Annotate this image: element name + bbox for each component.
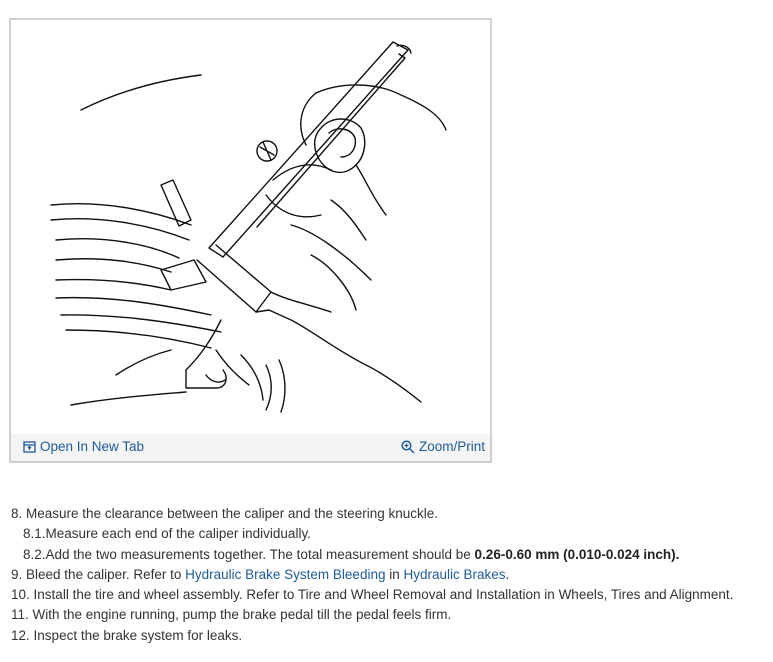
step-number: 8.: [11, 506, 23, 521]
step-8-1: [11, 524, 771, 544]
zoom-print-link[interactable]: [401, 439, 485, 454]
step-text: With the engine running, pump the brake pedal till the pedal feels firm.: [32, 607, 452, 623]
step-number: 8.2.: [23, 546, 46, 562]
step-12: [11, 626, 771, 646]
step-text: Measure the clearance between the caliper and the steering knuckle.: [26, 506, 439, 521]
step-8-2: [11, 545, 771, 565]
step-number: 11.: [11, 607, 29, 623]
open-in-new-tab-link[interactable]: [23, 439, 144, 454]
step-number: 12.: [11, 627, 30, 643]
step-text: Add the two measurements together. The total measurement should be: [45, 546, 475, 562]
step-text: Measure each end of the caliper individually.: [45, 526, 311, 542]
step-text-mid: in: [385, 566, 404, 582]
step-10: [11, 585, 771, 605]
hydraulic-brakes-link[interactable]: Hydraulic Brakes: [403, 566, 506, 582]
step-text: Inspect the brake system for leaks.: [33, 627, 243, 643]
step-11: [11, 605, 771, 625]
step-text: Bleed the caliper. Refer to: [26, 566, 186, 582]
zoom-print-label: Zoom/Print: [418, 439, 485, 454]
caliper-clearance-illustration: [11, 20, 490, 435]
step-8: [11, 504, 771, 524]
procedure-steps: [11, 504, 771, 646]
open-new-tab-icon: [23, 441, 36, 453]
step-number: 8.1.: [23, 526, 46, 542]
hydraulic-brake-bleeding-link[interactable]: Hydraulic Brake System Bleeding: [185, 566, 386, 582]
figure-panel: [9, 18, 492, 463]
open-in-new-tab-label: Open In New Tab: [40, 439, 145, 454]
step-text-suffix: .: [505, 566, 510, 582]
figure-footer: [11, 434, 490, 461]
step-9: [11, 565, 771, 585]
step-number: 9.: [11, 566, 23, 582]
step-text: Install the tire and wheel assembly. Refer to Tire and Wheel Removal and Installation in Wheels, Tires and Alignment.: [33, 587, 734, 603]
step-number: 10.: [11, 587, 30, 603]
magnifier-zoom-icon: [401, 440, 415, 454]
measurement-spec: 0.26-0.60 mm (0.010-0.024 inch).: [474, 546, 680, 562]
